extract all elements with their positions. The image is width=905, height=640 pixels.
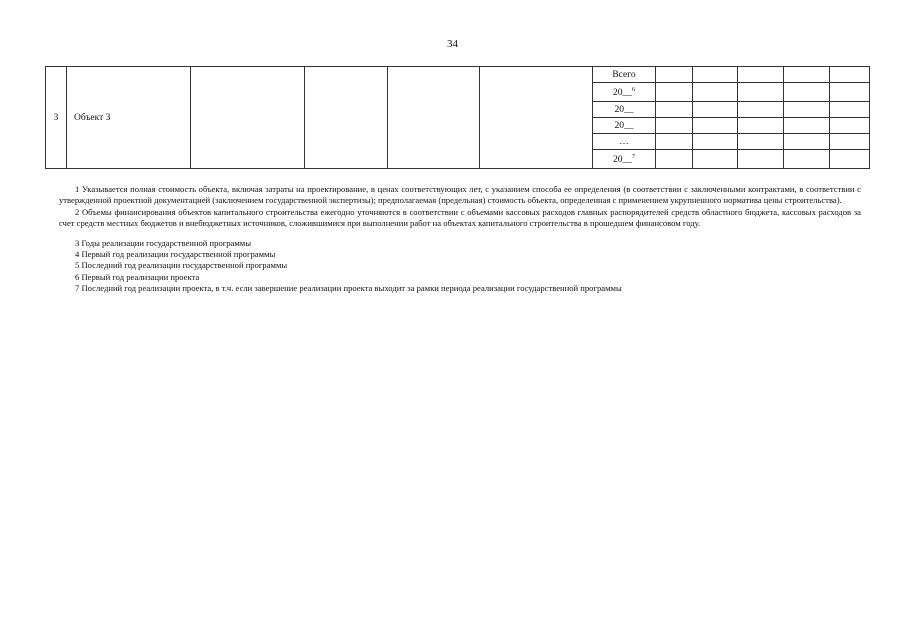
value-cell	[693, 118, 738, 134]
footnote-4: 4 Первый год реализации государственной программы	[75, 249, 276, 260]
value-cell	[784, 150, 830, 169]
year-cell: Всего	[593, 67, 656, 83]
empty-cell	[305, 67, 388, 169]
footnote-6: 6 Первый год реализации проекта	[75, 271, 200, 282]
value-cell	[656, 102, 693, 118]
empty-cell	[191, 67, 305, 169]
value-cell	[656, 67, 693, 83]
value-cell	[830, 150, 870, 169]
empty-cell	[480, 67, 593, 169]
value-cell	[693, 102, 738, 118]
value-cell	[830, 118, 870, 134]
value-cell	[693, 134, 738, 150]
footnote-2: 2 Объемы финансирования объектов капитального строительства ежегодно уточняются в соответствии с объемами кассовых расходов главных распорядителей средств областного бюджета, кассовых расходов за счет средств местных бюджетов и внебюджетных источников, сложившимися при выполнении работ на объектах капитального строительства в прошедшем финансовом году.	[59, 206, 861, 229]
row-number-cell: 3	[46, 67, 67, 169]
footnote-ref: 7	[632, 153, 635, 160]
value-cell	[830, 67, 870, 83]
value-cell	[656, 150, 693, 169]
value-cell	[784, 102, 830, 118]
value-cell	[738, 102, 784, 118]
footnote-1: 1 Указывается полная стоимость объекта, включая затраты на проектирование, в ценах соответствующих лет, с указанием способа ее определения (в соответствии с заключенными контрактами, в соответствии с утвержденной проектной документацией (заключением государственной экспертизы); предполагаемая (предельная) стоимость объекта, определенная с применением укрупненного норматива цены строительства).	[59, 184, 861, 206]
value-cell	[693, 150, 738, 169]
year-cell: 20__$^6$	[593, 83, 656, 102]
table-row	[46, 67, 870, 83]
empty-cell	[388, 67, 480, 169]
value-cell	[784, 118, 830, 134]
value-cell	[830, 83, 870, 102]
year-cell: …	[593, 134, 656, 150]
value-cell	[738, 118, 784, 134]
value-cell	[656, 118, 693, 134]
object-name-cell: Объект 3	[67, 67, 191, 169]
year-cell: 20__	[593, 102, 656, 118]
value-cell	[784, 67, 830, 83]
footnotes	[59, 184, 861, 295]
value-cell	[693, 83, 738, 102]
footnote-3: 3 Годы реализации государственной программы	[75, 237, 252, 248]
value-cell	[738, 134, 784, 150]
value-cell	[830, 102, 870, 118]
footnote-ref: 6	[632, 86, 635, 93]
value-cell	[738, 83, 784, 102]
value-cell	[738, 67, 784, 83]
value-cell	[830, 134, 870, 150]
page-number: 34	[447, 38, 458, 50]
footnote-7: 7 Последний год реализации проекта, в т.ч. если завершение реализации проекта выходит за рамки периода реализации государственной программы	[75, 283, 622, 294]
value-cell	[656, 134, 693, 150]
value-cell	[784, 83, 830, 102]
value-cell	[784, 134, 830, 150]
year-cell: 20__	[593, 118, 656, 134]
value-cell	[656, 83, 693, 102]
value-cell	[693, 67, 738, 83]
year-cell: 20__$^7$	[593, 150, 656, 169]
objects-table	[45, 66, 870, 169]
value-cell	[738, 150, 784, 169]
footnote-5: 5 Последний год реализации государственной программы	[75, 260, 288, 271]
